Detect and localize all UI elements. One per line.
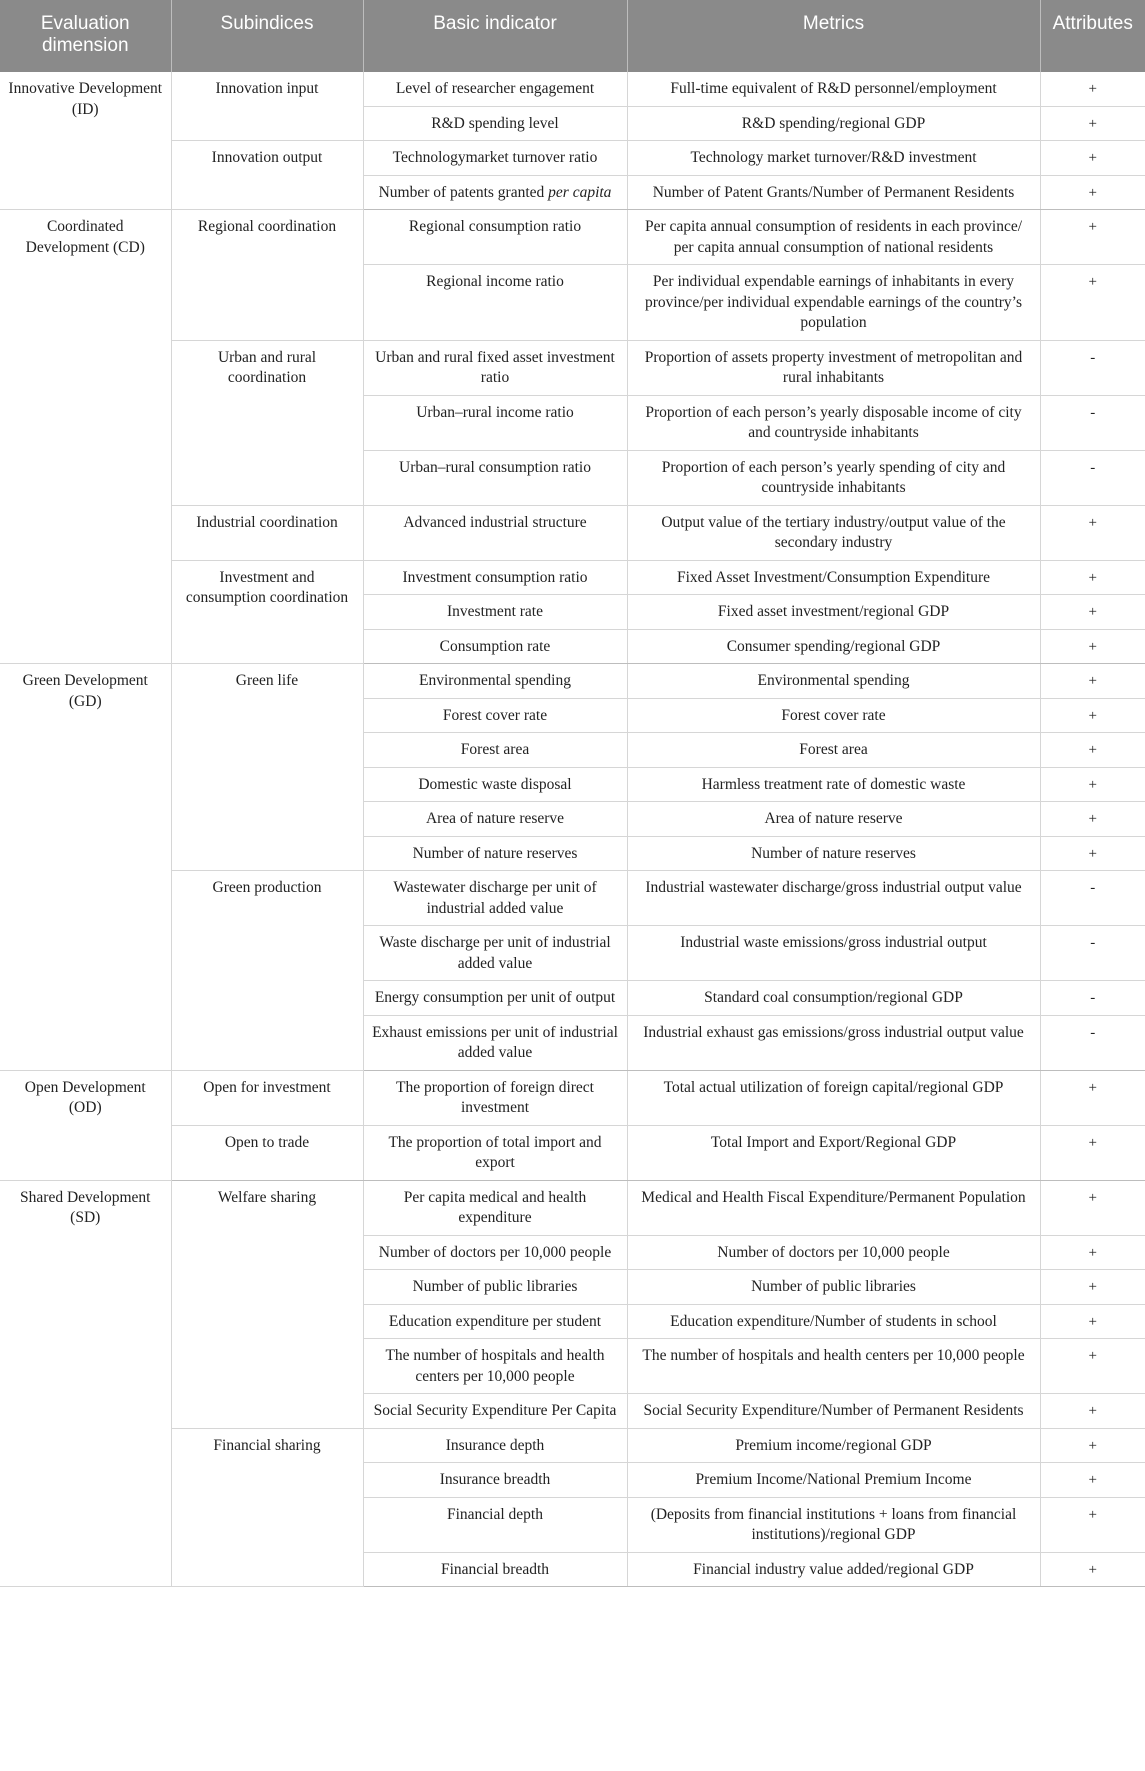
attribute-cell: - xyxy=(1040,1015,1145,1070)
evaluation-dimension-cell: Coordinated Development (CD) xyxy=(0,210,171,664)
metric-cell: Consumer spending/regional GDP xyxy=(627,629,1040,664)
attribute-cell: + xyxy=(1040,836,1145,871)
basic-indicator-cell: Exhaust emissions per unit of industrial added value xyxy=(363,1015,627,1070)
metric-cell: Proportion of each person’s yearly disposable income of city and countryside inhabitants xyxy=(627,395,1040,450)
metric-cell: Industrial exhaust gas emissions/gross industrial output value xyxy=(627,1015,1040,1070)
metric-cell: Per capita annual consumption of residents in each province/ per capita annual consumption of national residents xyxy=(627,210,1040,265)
metric-cell: Proportion of assets property investment of metropolitan and rural inhabitants xyxy=(627,340,1040,395)
table-header xyxy=(0,0,1145,72)
attribute-cell: + xyxy=(1040,72,1145,106)
table-row xyxy=(0,505,1145,560)
basic-indicator-cell: Urban and rural fixed asset investment ratio xyxy=(363,340,627,395)
metric-cell: Premium income/regional GDP xyxy=(627,1428,1040,1463)
subindex-cell: Investment and consumption coordination xyxy=(171,560,363,664)
subindex-cell: Innovation output xyxy=(171,141,363,210)
attribute-cell: + xyxy=(1040,767,1145,802)
subindex-cell: Financial sharing xyxy=(171,1428,363,1587)
attribute-cell: - xyxy=(1040,450,1145,505)
basic-indicator-cell: Wastewater discharge per unit of industrial added value xyxy=(363,871,627,926)
attribute-cell: - xyxy=(1040,981,1145,1016)
basic-indicator-cell: Number of patents granted per capita xyxy=(363,175,627,210)
basic-indicator-cell: The proportion of foreign direct investment xyxy=(363,1070,627,1125)
table-body xyxy=(0,72,1145,1587)
attribute-cell: + xyxy=(1040,1070,1145,1125)
metric-cell: (Deposits from financial institutions + loans from financial institutions)/regional GDP xyxy=(627,1497,1040,1552)
attribute-cell: - xyxy=(1040,340,1145,395)
basic-indicator-cell: Number of doctors per 10,000 people xyxy=(363,1235,627,1270)
metric-cell: Number of public libraries xyxy=(627,1270,1040,1305)
evaluation-dimension-cell: Green Development (GD) xyxy=(0,664,171,1071)
table-row xyxy=(0,1070,1145,1125)
metric-cell: Number of nature reserves xyxy=(627,836,1040,871)
basic-indicator-cell: Consumption rate xyxy=(363,629,627,664)
subindex-cell: Open for investment xyxy=(171,1070,363,1125)
basic-indicator-cell: Financial depth xyxy=(363,1497,627,1552)
attribute-cell: + xyxy=(1040,505,1145,560)
attribute-cell: + xyxy=(1040,1463,1145,1498)
metric-cell: Harmless treatment rate of domestic waste xyxy=(627,767,1040,802)
metric-cell: Per individual expendable earnings of inhabitants in every province/per individual expendable earnings of the country’s population xyxy=(627,265,1040,341)
metric-cell: Industrial waste emissions/gross industrial output xyxy=(627,926,1040,981)
attribute-cell: + xyxy=(1040,1235,1145,1270)
header-metrics: Metrics xyxy=(627,0,1040,72)
table-row xyxy=(0,340,1145,395)
table-row xyxy=(0,141,1145,176)
metric-cell: Total actual utilization of foreign capital/regional GDP xyxy=(627,1070,1040,1125)
attribute-cell: + xyxy=(1040,595,1145,630)
metric-cell: Area of nature reserve xyxy=(627,802,1040,837)
attribute-cell: + xyxy=(1040,175,1145,210)
attribute-cell: - xyxy=(1040,395,1145,450)
attribute-cell: + xyxy=(1040,141,1145,176)
attribute-cell: - xyxy=(1040,871,1145,926)
basic-indicator-cell: Level of researcher engagement xyxy=(363,72,627,106)
metric-cell: Social Security Expenditure/Number of Permanent Residents xyxy=(627,1394,1040,1429)
basic-indicator-cell: Domestic waste disposal xyxy=(363,767,627,802)
basic-indicator-cell: Insurance depth xyxy=(363,1428,627,1463)
table-row xyxy=(0,210,1145,265)
basic-indicator-cell: Education expenditure per student xyxy=(363,1304,627,1339)
metric-cell: Technology market turnover/R&D investment xyxy=(627,141,1040,176)
table-row xyxy=(0,664,1145,699)
metric-cell: Total Import and Export/Regional GDP xyxy=(627,1125,1040,1180)
attribute-cell: + xyxy=(1040,698,1145,733)
metric-cell: Forest area xyxy=(627,733,1040,768)
table-row xyxy=(0,560,1145,595)
header-basic-indicator: Basic indicator xyxy=(363,0,627,72)
attribute-cell: + xyxy=(1040,106,1145,141)
attribute-cell: + xyxy=(1040,1497,1145,1552)
subindex-cell: Green life xyxy=(171,664,363,871)
attribute-cell: + xyxy=(1040,664,1145,699)
basic-indicator-cell: Environmental spending xyxy=(363,664,627,699)
subindex-cell: Green production xyxy=(171,871,363,1071)
metric-cell: Forest cover rate xyxy=(627,698,1040,733)
attribute-cell: + xyxy=(1040,629,1145,664)
basic-indicator-cell: Per capita medical and health expenditure xyxy=(363,1180,627,1235)
metric-cell: Education expenditure/Number of students in school xyxy=(627,1304,1040,1339)
basic-indicator-cell: Financial breadth xyxy=(363,1552,627,1587)
subindex-cell: Urban and rural coordination xyxy=(171,340,363,505)
basic-indicator-cell: Urban–rural income ratio xyxy=(363,395,627,450)
attribute-cell: + xyxy=(1040,1552,1145,1587)
table-row xyxy=(0,1125,1145,1180)
basic-indicator-cell: Energy consumption per unit of output xyxy=(363,981,627,1016)
basic-indicator-cell: Social Security Expenditure Per Capita xyxy=(363,1394,627,1429)
attribute-cell: + xyxy=(1040,1304,1145,1339)
basic-indicator-cell: Advanced industrial structure xyxy=(363,505,627,560)
basic-indicator-cell: Regional income ratio xyxy=(363,265,627,341)
header-evaluation-dimension: Evaluation dimension xyxy=(0,0,171,72)
subindex-cell: Welfare sharing xyxy=(171,1180,363,1428)
attribute-cell: + xyxy=(1040,1428,1145,1463)
attribute-cell: - xyxy=(1040,926,1145,981)
attribute-cell: + xyxy=(1040,733,1145,768)
metric-cell: Financial industry value added/regional GDP xyxy=(627,1552,1040,1587)
table-row xyxy=(0,1428,1145,1463)
basic-indicator-cell: Waste discharge per unit of industrial added value xyxy=(363,926,627,981)
attribute-cell: + xyxy=(1040,802,1145,837)
metric-cell: Fixed asset investment/regional GDP xyxy=(627,595,1040,630)
basic-indicator-cell: Number of public libraries xyxy=(363,1270,627,1305)
metric-cell: Number of Patent Grants/Number of Permanent Residents xyxy=(627,175,1040,210)
metric-cell: R&D spending/regional GDP xyxy=(627,106,1040,141)
header-attributes: Attributes xyxy=(1040,0,1145,72)
metric-cell: Proportion of each person’s yearly spending of city and countryside inhabitants xyxy=(627,450,1040,505)
attribute-cell: + xyxy=(1040,1180,1145,1235)
metric-cell: The number of hospitals and health centers per 10,000 people xyxy=(627,1339,1040,1394)
basic-indicator-cell: Forest cover rate xyxy=(363,698,627,733)
metric-cell: Medical and Health Fiscal Expenditure/Permanent Population xyxy=(627,1180,1040,1235)
attribute-cell: + xyxy=(1040,1394,1145,1429)
attribute-cell: + xyxy=(1040,210,1145,265)
basic-indicator-cell: The proportion of total import and export xyxy=(363,1125,627,1180)
metric-cell: Full-time equivalent of R&D personnel/employment xyxy=(627,72,1040,106)
table-row xyxy=(0,871,1145,926)
attribute-cell: + xyxy=(1040,1125,1145,1180)
basic-indicator-cell: R&D spending level xyxy=(363,106,627,141)
basic-indicator-cell: Investment consumption ratio xyxy=(363,560,627,595)
basic-indicator-cell: Area of nature reserve xyxy=(363,802,627,837)
table-row xyxy=(0,72,1145,106)
header-subindices: Subindices xyxy=(171,0,363,72)
attribute-cell: + xyxy=(1040,1339,1145,1394)
metric-cell: Premium Income/National Premium Income xyxy=(627,1463,1040,1498)
basic-indicator-cell: Technologymarket turnover ratio xyxy=(363,141,627,176)
basic-indicator-cell: Regional consumption ratio xyxy=(363,210,627,265)
attribute-cell: + xyxy=(1040,265,1145,341)
metric-cell: Industrial wastewater discharge/gross industrial output value xyxy=(627,871,1040,926)
attribute-cell: + xyxy=(1040,1270,1145,1305)
basic-indicator-cell: Investment rate xyxy=(363,595,627,630)
metric-cell: Number of doctors per 10,000 people xyxy=(627,1235,1040,1270)
basic-indicator-cell: Insurance breadth xyxy=(363,1463,627,1498)
basic-indicator-cell: Number of nature reserves xyxy=(363,836,627,871)
evaluation-dimension-cell: Innovative Development (ID) xyxy=(0,72,171,210)
basic-indicator-cell: Urban–rural consumption ratio xyxy=(363,450,627,505)
subindex-cell: Open to trade xyxy=(171,1125,363,1180)
metric-cell: Environmental spending xyxy=(627,664,1040,699)
subindex-cell: Industrial coordination xyxy=(171,505,363,560)
basic-indicator-cell: The number of hospitals and health centers per 10,000 people xyxy=(363,1339,627,1394)
evaluation-dimension-cell: Shared Development (SD) xyxy=(0,1180,171,1587)
metric-cell: Standard coal consumption/regional GDP xyxy=(627,981,1040,1016)
subindex-cell: Regional coordination xyxy=(171,210,363,341)
basic-indicator-cell: Forest area xyxy=(363,733,627,768)
subindex-cell: Innovation input xyxy=(171,72,363,141)
metric-cell: Output value of the tertiary industry/output value of the secondary industry xyxy=(627,505,1040,560)
metric-cell: Fixed Asset Investment/Consumption Expenditure xyxy=(627,560,1040,595)
table-row xyxy=(0,1180,1145,1235)
evaluation-dimension-cell: Open Development (OD) xyxy=(0,1070,171,1180)
attribute-cell: + xyxy=(1040,560,1145,595)
